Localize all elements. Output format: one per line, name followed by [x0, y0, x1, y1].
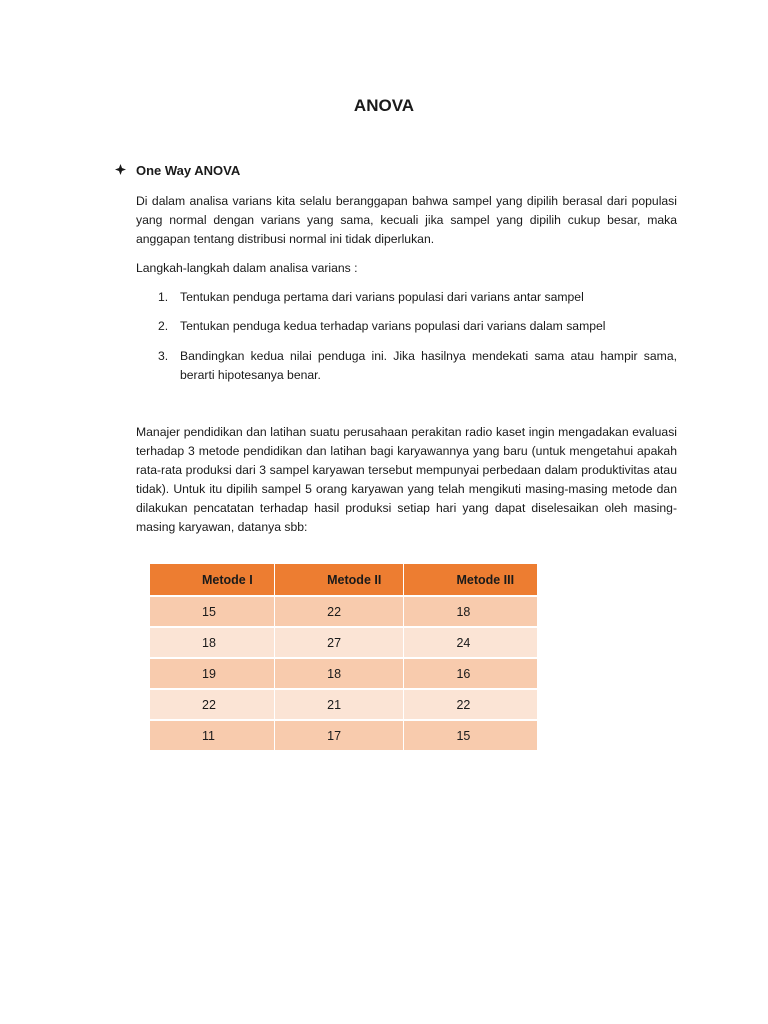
table-row [150, 628, 538, 659]
list-number: 2. [158, 319, 169, 333]
list-item [158, 347, 677, 385]
table-row [150, 597, 538, 628]
table-cell: 15 [404, 721, 538, 752]
table-cell: 16 [404, 659, 538, 690]
table-row [150, 721, 538, 752]
table-header-row [150, 564, 538, 597]
table-cell: 22 [150, 690, 275, 721]
table-cell: 15 [150, 597, 275, 628]
table-cell: 18 [275, 659, 404, 690]
table-header-cell: Metode II [275, 564, 404, 597]
steps-heading: Langkah-langkah dalam analisa varians : [136, 261, 358, 275]
table-header-cell: Metode I [150, 564, 275, 597]
table-cell: 17 [275, 721, 404, 752]
table-cell: 21 [275, 690, 404, 721]
table-cell: 27 [275, 628, 404, 659]
table-cell: 24 [404, 628, 538, 659]
list-text: Bandingkan kedua nilai penduga ini. Jika hasilnya mendekati sama atau hampir sama, berarti hipotesanya benar. [180, 349, 677, 382]
table-header-cell: Metode III [404, 564, 538, 597]
table-row [150, 659, 538, 690]
list-text: Tentukan penduga pertama dari varians populasi dari varians antar sampel [180, 290, 584, 304]
list-item [158, 288, 677, 307]
intro-paragraph: Di dalam analisa varians kita selalu beranggapan bahwa sampel yang dipilih berasal dari populasi yang normal dengan varians yang sama, kecuali jika sampel yang dipilih cukup besar, maka anggapan tentang distribusi normal ini tidak diperlukan. [136, 194, 677, 246]
list-number: 3. [158, 349, 169, 363]
table-cell: 19 [150, 659, 275, 690]
table-cell: 22 [275, 597, 404, 628]
list-number: 1. [158, 290, 169, 304]
table-cell: 22 [404, 690, 538, 721]
table-cell: 18 [150, 628, 275, 659]
list-text: Tentukan penduga kedua terhadap varians populasi dari varians dalam sampel [180, 319, 606, 333]
case-paragraph: Manajer pendidikan dan latihan suatu perusahaan perakitan radio kaset ingin mengadakan evaluasi terhadap 3 metode pendidikan dan latihan bagi karyawannya yang baru (untuk mengetahui apakah rata-rata produksi dari 3 sampel karyawan tersebut mempunyai perbedaan dalam produktivitas atau tidak). Untuk itu dipilih sampel 5 orang karyawan yang telah mengikuti masing-masing metode dan dilakukan pencatatan terhadap hasil produksi setiap hari yang dapat diselesaikan oleh masing-masing karyawan, datanya sbb: [136, 425, 677, 534]
page-title: ANOVA [353, 96, 415, 115]
table-cell: 11 [150, 721, 275, 752]
list-item [158, 317, 677, 336]
diamond-bullet-icon [115, 163, 136, 178]
table-cell: 18 [404, 597, 538, 628]
section-title: One Way ANOVA [136, 163, 241, 178]
table-row [150, 690, 538, 721]
data-table [150, 564, 538, 752]
section-heading [115, 163, 240, 178]
